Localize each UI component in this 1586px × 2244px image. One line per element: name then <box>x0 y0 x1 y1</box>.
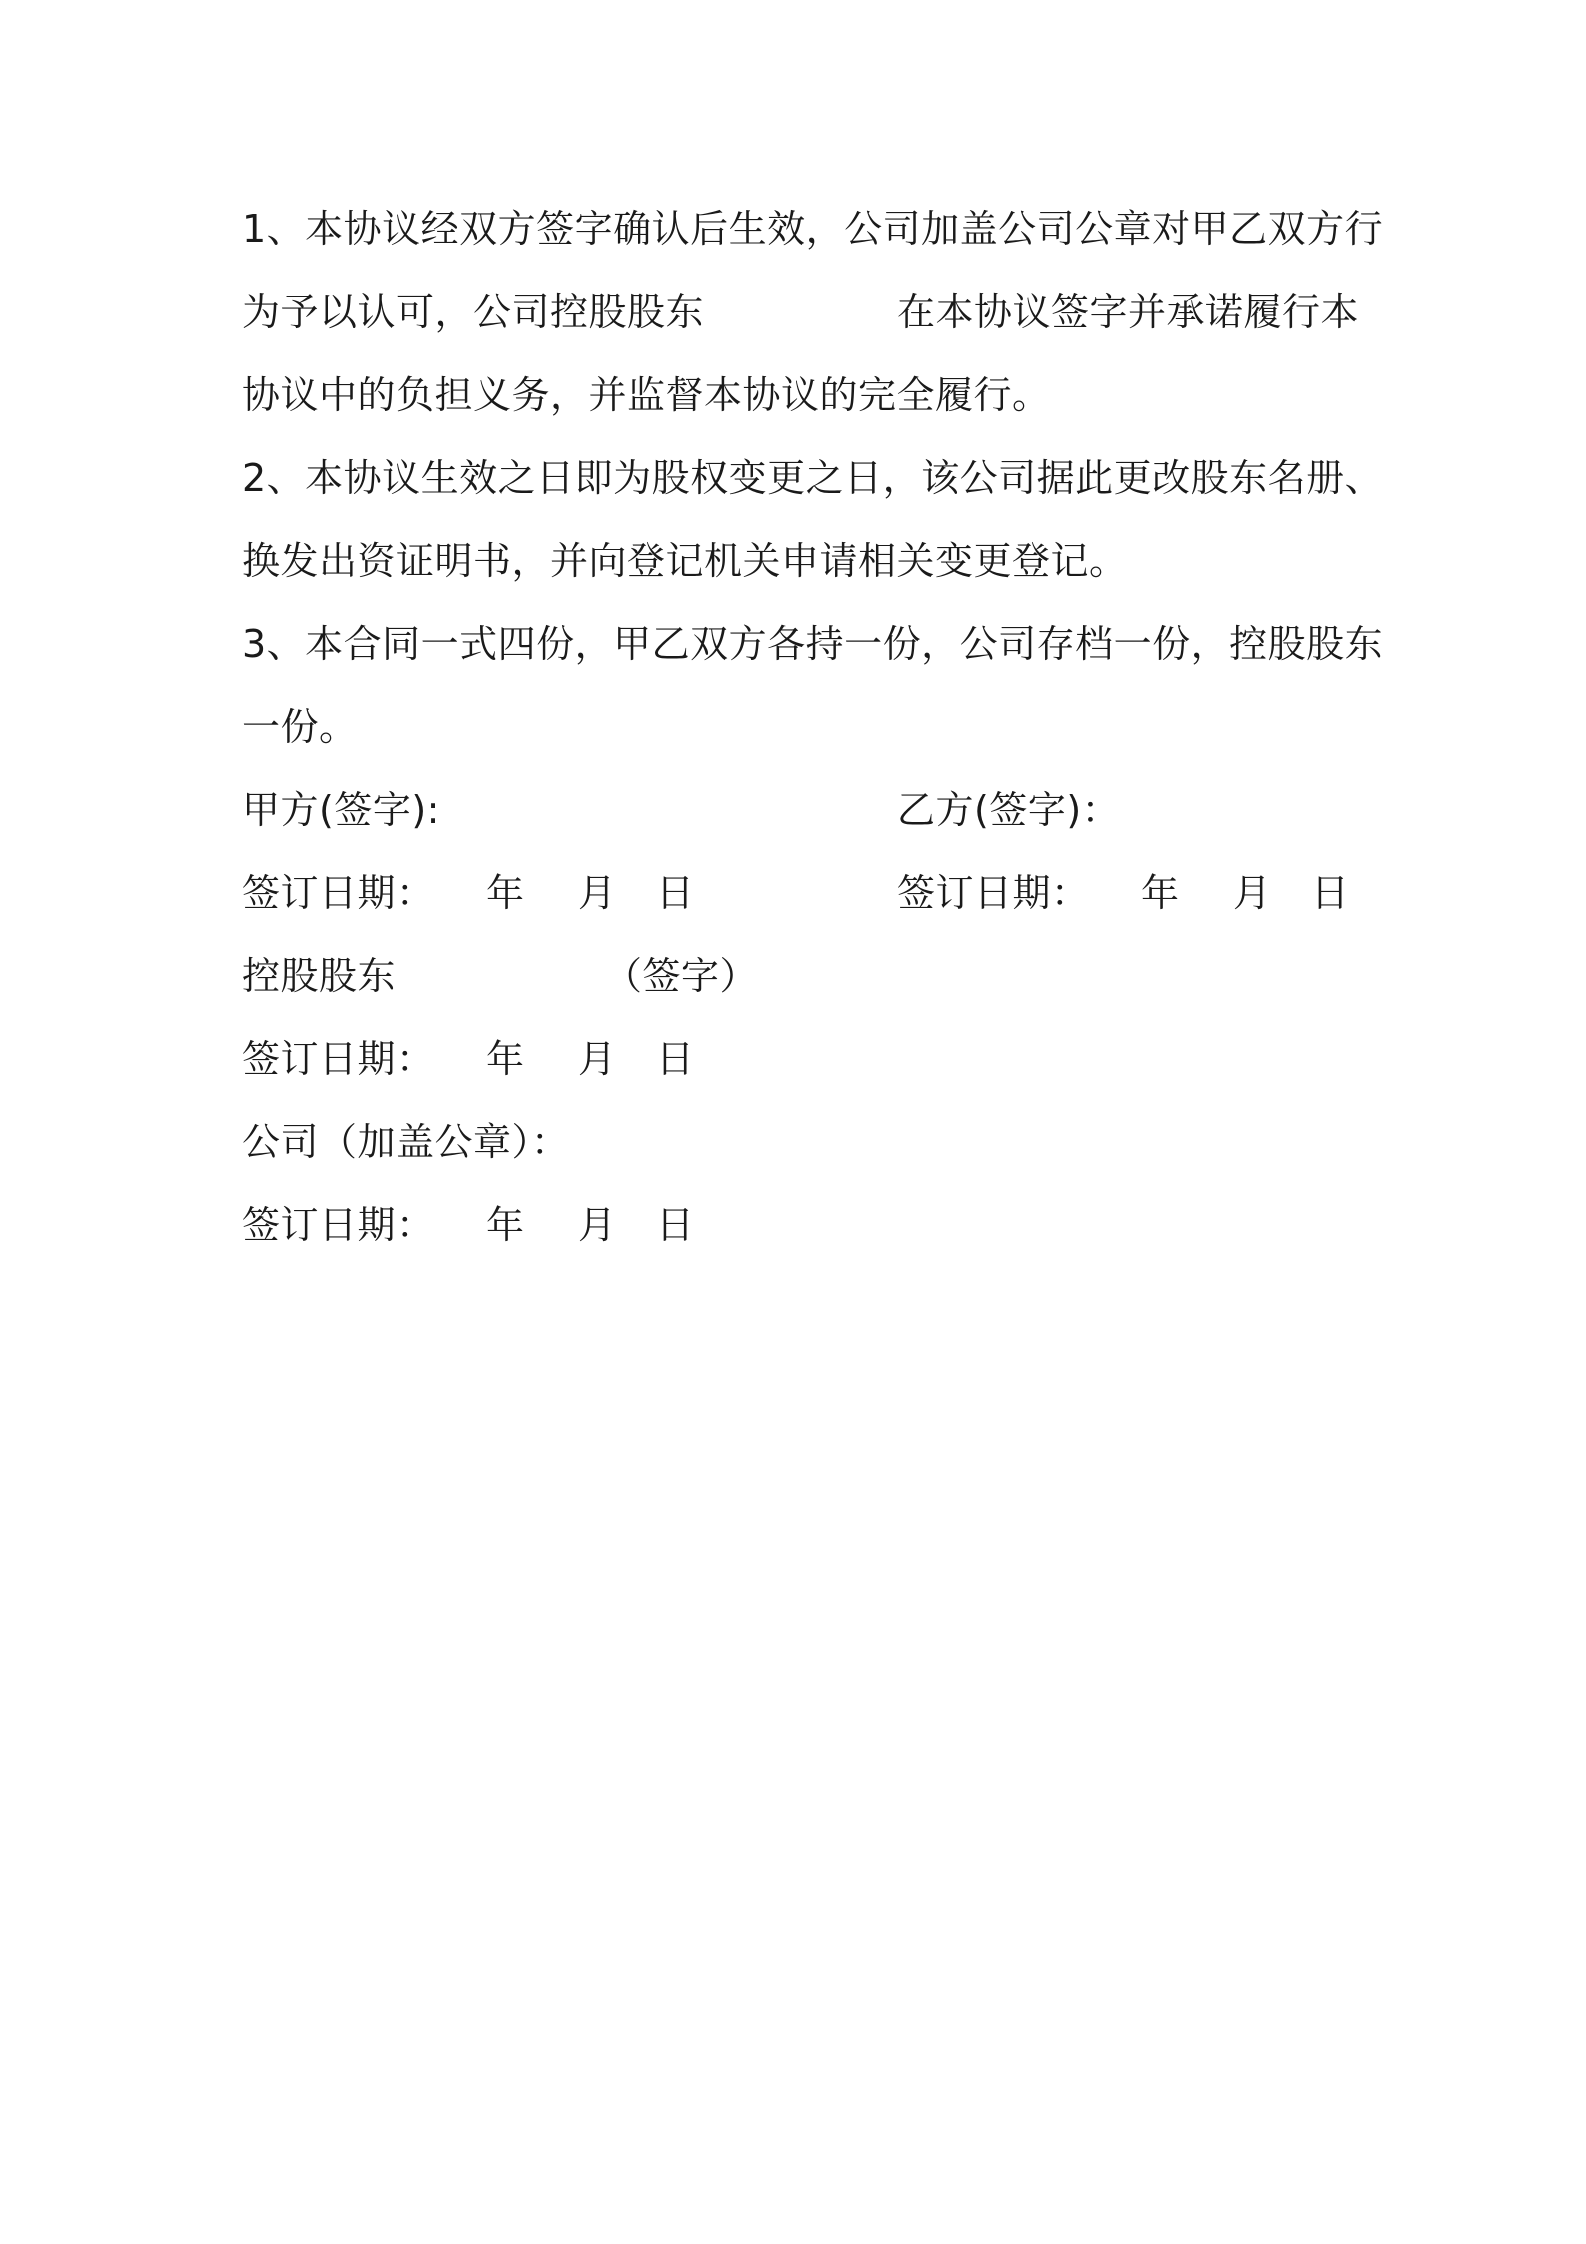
party-a-year: 年 <box>486 871 525 915</box>
company-month: 月 <box>578 1203 617 1247</box>
clause-1-line-2 <box>242 288 1360 336</box>
party-a-day: 日 <box>656 871 695 915</box>
clause-3-line-1: 3、本合同一式四份，甲乙双方各持一份，公司存档一份，控股股东 <box>242 622 1384 666</box>
shareholder-signature-row <box>242 952 1352 1000</box>
shareholder-month: 月 <box>578 1037 617 1081</box>
shareholder-sign-label: （签字） <box>604 954 759 998</box>
company-year: 年 <box>486 1203 525 1247</box>
clause-1-line-2-right: 在本协议签字并承诺履行本 <box>897 290 1360 334</box>
company-seal-label: 公司（加盖公章）： <box>242 1120 570 1164</box>
party-b-month: 月 <box>1233 871 1272 915</box>
shareholder-year: 年 <box>486 1037 525 1081</box>
party-signature-row <box>242 786 1352 834</box>
shareholder-day: 日 <box>656 1037 695 1081</box>
party-b-year: 年 <box>1141 871 1180 915</box>
party-b-signature-label: 乙方(签字)： <box>897 788 1121 832</box>
company-date-row <box>242 1201 1352 1249</box>
shareholder-date-row <box>242 1035 1352 1083</box>
shareholder-label: 控股股东 <box>242 954 397 998</box>
clause-1-line-1: 1、本协议经双方签字确认后生效，公司加盖公司公章对甲乙双方行 <box>242 207 1384 251</box>
party-date-row <box>242 869 1352 917</box>
party-a-date-label: 签订日期： <box>242 871 435 915</box>
clause-1-line-3: 协议中的负担义务，并监督本协议的完全履行。 <box>242 373 1051 417</box>
clause-3-line-2: 一份。 <box>242 705 358 749</box>
clause-2-line-2: 换发出资证明书，并向登记机关申请相关变更登记。 <box>242 539 1128 583</box>
shareholder-date-label: 签订日期： <box>242 1037 435 1081</box>
party-a-signature-label: 甲方(签字): <box>242 788 440 832</box>
clause-2-line-1: 2、本协议生效之日即为股权变更之日，该公司据此更改股东名册、 <box>242 456 1384 500</box>
company-date-label: 签订日期： <box>242 1203 435 1247</box>
company-day: 日 <box>656 1203 695 1247</box>
party-b-date-label: 签订日期： <box>897 871 1090 915</box>
party-a-month: 月 <box>578 871 617 915</box>
clause-1-line-2-left: 为予以认可，公司控股股东 <box>242 290 705 334</box>
party-b-day: 日 <box>1311 871 1350 915</box>
